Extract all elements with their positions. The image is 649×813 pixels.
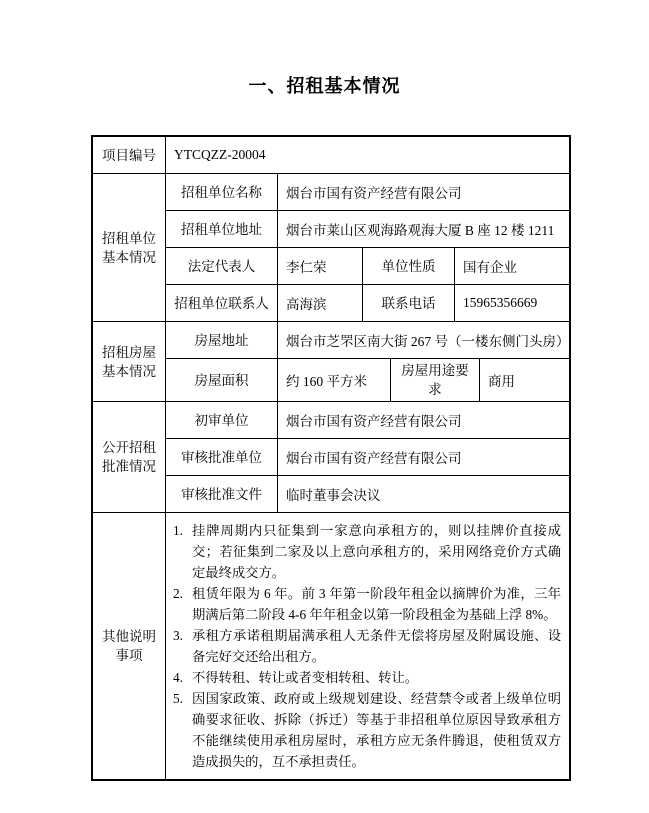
note-text: 挂牌周期内只征集到一家意向承租方的，则以挂牌价直接成交；若征集到二家及以上意向承租方的，采用网络竞价方式确定最终成交方。	[192, 523, 561, 580]
note-text: 因国家政策、政府或上级规划建设、经营禁令或者上级单位明确要求征收、拆除（拆迁）等基于非招租单位原因导致承租方不能继续使用承租房屋时，承租方应无条件腾退，使租赁双方造成损失的，互不承担责任。	[192, 691, 561, 769]
approval-section-body	[166, 402, 569, 512]
org-section-label: 招租单位基本情况	[93, 174, 166, 321]
rental-info-table	[91, 135, 571, 781]
house-section-body	[166, 322, 569, 401]
first-review-row	[166, 402, 569, 439]
note-number: 4.	[173, 670, 183, 685]
approval-section	[93, 402, 569, 513]
approve-unit-row	[166, 439, 569, 476]
note-item	[166, 667, 567, 688]
note-number: 2.	[173, 586, 183, 601]
org-nature-value: 国有企业	[463, 260, 517, 275]
org-contact-row	[166, 285, 569, 321]
org-section	[93, 174, 569, 322]
page-title: 一、招租基本情况	[248, 76, 401, 96]
approval-section-label: 公开招租批准情况	[93, 402, 166, 512]
org-section-body	[166, 174, 569, 321]
project-no-row	[93, 137, 569, 174]
house-usage-label: 房屋用途要求	[391, 359, 480, 401]
house-addr-label: 房屋地址	[166, 322, 278, 358]
note-number: 1.	[173, 523, 183, 538]
org-legal-row	[166, 248, 569, 285]
house-area-row	[166, 359, 569, 401]
org-contact-value: 高海滨	[278, 285, 363, 321]
org-contact-label: 招租单位联系人	[166, 285, 278, 321]
legal-rep-value: 李仁荣	[278, 248, 363, 284]
first-review-label: 初审单位	[166, 402, 278, 438]
notes-section-label: 其他说明事项	[93, 513, 166, 779]
approve-unit-label: 审核批准单位	[166, 439, 278, 475]
house-area-label: 房屋面积	[166, 359, 278, 401]
approve-doc-value: 临时董事会决议	[286, 488, 381, 503]
house-section	[93, 322, 569, 402]
legal-rep-label: 法定代表人	[166, 248, 278, 284]
note-text: 承租方承诺租期届满承租人无条件无偿将房屋及附属设施、设备完好交还给出租方。	[192, 628, 561, 664]
org-phone-label: 联系电话	[363, 285, 455, 321]
note-item	[166, 583, 567, 625]
note-number: 5.	[173, 691, 183, 706]
note-item	[166, 625, 567, 667]
org-phone-value: 15965356669	[463, 295, 538, 310]
org-name-label: 招租单位名称	[166, 174, 278, 210]
house-addr-row	[166, 322, 569, 359]
notes-section	[93, 513, 569, 779]
first-review-value: 烟台市国有资产经营有限公司	[286, 414, 462, 429]
note-number: 3.	[173, 628, 183, 643]
note-item	[166, 520, 567, 583]
approve-doc-label: 审核批准文件	[166, 476, 278, 512]
house-area-value: 约 160 平方米	[278, 359, 391, 401]
house-section-label: 招租房屋基本情况	[93, 322, 166, 401]
project-no-label: 项目编号	[93, 137, 166, 173]
org-name-row	[166, 174, 569, 211]
org-addr-row	[166, 211, 569, 248]
org-nature-label: 单位性质	[363, 248, 455, 284]
note-item	[166, 688, 567, 772]
note-text: 不得转租、转让或者变相转租、转让。	[192, 670, 419, 685]
approve-doc-row	[166, 476, 569, 512]
house-addr-value: 烟台市芝罘区南大街 267 号（一楼东侧门头房）	[286, 334, 569, 349]
org-name-value: 烟台市国有资产经营有限公司	[286, 186, 462, 201]
approve-unit-value: 烟台市国有资产经营有限公司	[286, 451, 462, 466]
note-text: 租赁年限为 6 年。前 3 年第一阶段年租金以摘牌价为准，三年期满后第二阶段 4-6 年年租金以第一阶段租金为基础上浮 8%。	[192, 586, 561, 622]
notes-list	[166, 513, 569, 779]
house-usage-value: 商用	[488, 374, 515, 389]
org-addr-value: 烟台市莱山区观海路观海大厦 B 座 12 楼 1211	[286, 223, 555, 238]
project-no-value: YTCQZZ-20004	[174, 147, 266, 162]
org-addr-label: 招租单位地址	[166, 211, 278, 247]
